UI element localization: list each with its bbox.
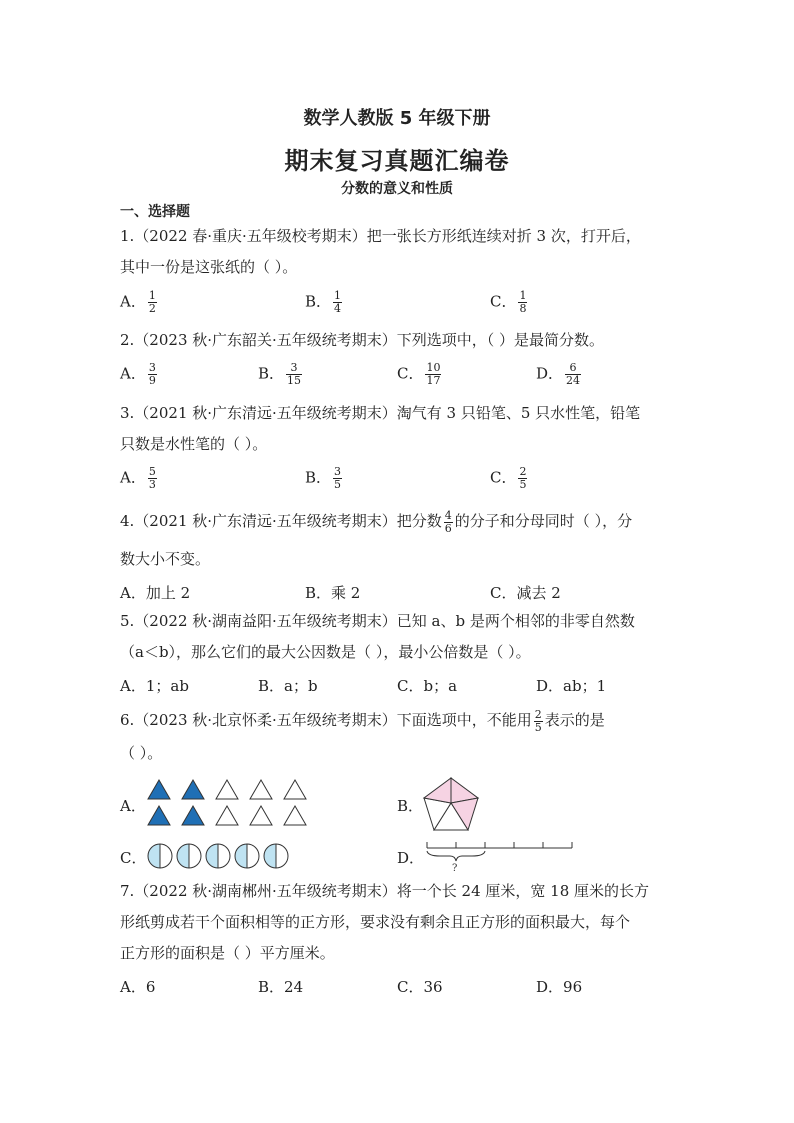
question-3-line-1: 3.（2021 秋·广东清远·五年级统考期末）淘气有 3 只铅笔、5 只水性笔，铅笔 <box>120 404 641 422</box>
q7-option-a: A．6 <box>120 978 156 996</box>
q4-option-a: A．加上 2 <box>120 584 191 602</box>
q6-option-d-number-line <box>420 834 580 874</box>
question-5-line-1: 5.（2022 秋·湖南益阳·五年级统考期末）已知 a、b 是两个相邻的非零自然数 <box>120 612 635 630</box>
question-1-line-2: 其中一份是这张纸的（ ）。 <box>120 258 298 276</box>
question-2-line-1: 2.（2023 秋·广东韶关·五年级统考期末）下列选项中，（ ）是最简分数。 <box>120 331 605 349</box>
q5-option-a: A．1；ab <box>120 677 189 695</box>
section-heading: 一、选择题 <box>120 204 190 220</box>
q5-option-b: B．a；b <box>258 677 318 695</box>
filled-triangle <box>182 780 204 799</box>
q3-option-c: C． $\frac{2}{5}$ <box>490 465 527 491</box>
q5-option-c: C．b；a <box>397 677 458 695</box>
empty-triangle <box>216 780 238 799</box>
q1-option-a: A． $\frac{1}{2}$ <box>120 289 156 315</box>
q5-option-d: D．ab；1 <box>536 677 607 695</box>
doc-main-title: 期末复习真题汇编卷 <box>284 147 510 175</box>
circle-filled-half <box>235 844 247 868</box>
empty-triangle <box>284 780 306 799</box>
q2-option-b: B． $\frac{3}{15}$ <box>258 361 302 387</box>
q7-option-b: B．24 <box>258 978 304 996</box>
circle-filled-half <box>177 844 189 868</box>
question-5-line-2: （a＜b），那么它们的最大公因数是（ ），最小公倍数是（ ）。 <box>120 643 531 661</box>
q1-option-c: C． $\frac{1}{8}$ <box>490 289 527 315</box>
q6-option-a-label: A． <box>120 797 146 815</box>
q7-option-d: D．96 <box>536 978 583 996</box>
circle-filled-half <box>206 844 218 868</box>
q6-option-c-label: C． <box>120 849 147 867</box>
empty-triangle <box>284 806 306 825</box>
q6-option-d-label: D． <box>397 849 425 867</box>
question-mark: ? <box>452 863 458 874</box>
q6-option-c-circles <box>146 840 306 872</box>
empty-triangle <box>250 806 272 825</box>
q2-option-d: D． $\frac{6}{24}$ <box>536 361 581 387</box>
q4-option-b: B．乘 2 <box>305 584 361 602</box>
question-6-line-1: 6.（2023 秋·北京怀柔·五年级统考期末）下面选项中，不能用 $\frac{2}{5}$ 表示的是 <box>120 707 605 734</box>
q2-option-a: A． $\frac{3}{9}$ <box>120 361 156 387</box>
q3-option-b: B． $\frac{3}{5}$ <box>305 465 342 491</box>
filled-triangle <box>148 806 170 825</box>
pentagon-slice-5 <box>424 778 451 803</box>
doc-title: 数学人教版 5 年级下册 <box>303 108 491 129</box>
question-7-line-2: 形纸剪成若干个面积相等的正方形，要求没有剩余且正方形的面积最大，每个 <box>120 913 631 931</box>
circle-filled-half <box>264 844 276 868</box>
q6-option-b-pentagon <box>420 776 482 834</box>
question-4-line-2: 数大小不变。 <box>120 550 211 568</box>
q3-option-a: A． $\frac{5}{3}$ <box>120 465 156 491</box>
circle-filled-half <box>148 844 160 868</box>
filled-triangle <box>148 780 170 799</box>
q2-option-c: C． $\frac{10}{17}$ <box>397 361 441 387</box>
q6-option-a-triangles <box>146 778 316 830</box>
question-6-line-2: （ ）。 <box>120 744 163 762</box>
question-7-line-3: 正方形的面积是（ ）平方厘米。 <box>120 944 335 962</box>
brace <box>427 851 485 861</box>
filled-triangle <box>182 806 204 825</box>
question-4-line-1: 4.（2021 秋·广东清远·五年级统考期末）把分数 $\frac{4}{6}$ 的分子和分母同时（ ），分 <box>120 508 633 535</box>
question-7-line-1: 7.（2022 秋·湖南郴州·五年级统考期末）将一个长 24 厘米，宽 18 厘米的长方 <box>120 882 650 900</box>
q6-option-b-label: B． <box>397 797 424 815</box>
empty-triangle <box>250 780 272 799</box>
q4-option-c: C．减去 2 <box>490 584 561 602</box>
question-1-line-1: 1.（2022 春·重庆·五年级校考期末）把一张长方形纸连续对折 3 次，打开后， <box>120 227 641 245</box>
empty-triangle <box>216 806 238 825</box>
question-3-line-2: 只数是水性笔的（ ）。 <box>120 435 268 453</box>
q1-option-b: B． $\frac{1}{4}$ <box>305 289 342 315</box>
q7-option-c: C．36 <box>397 978 443 996</box>
doc-subtitle: 分数的意义和性质 <box>341 181 453 197</box>
